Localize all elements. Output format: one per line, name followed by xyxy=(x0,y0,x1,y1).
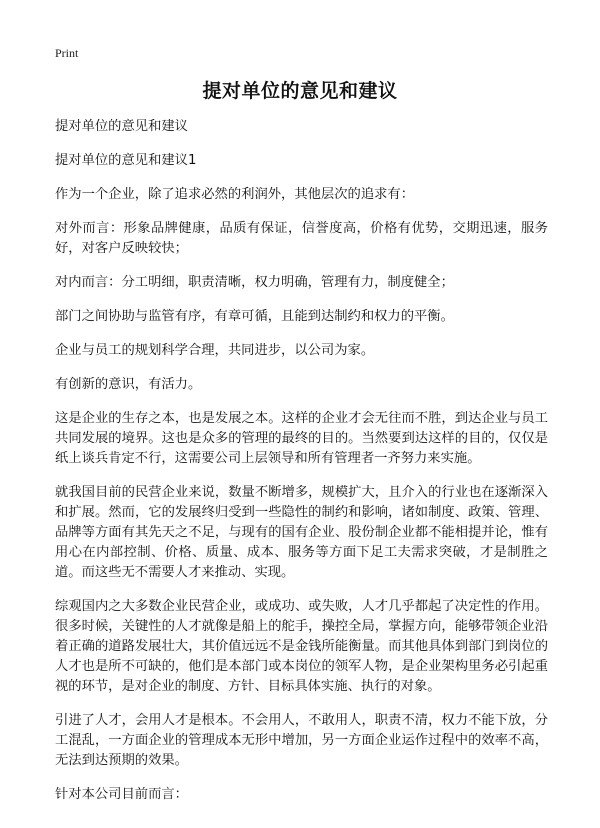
paragraph: 有创新的意识，有活力。 xyxy=(55,377,202,392)
paragraph: 部门之间协助与监管有序，有章可循，且能到达制约和权力的平衡。 xyxy=(55,309,454,324)
paragraph-section-heading: 提对单位的意见和建议1 xyxy=(55,153,197,168)
document-body xyxy=(55,117,548,819)
print-link[interactable]: Print xyxy=(55,46,79,60)
paragraph-subtitle: 提对单位的意见和建议 xyxy=(55,119,188,134)
paragraph: 综观国内之大多数企业民营企业，或成功、或失败，人才几乎都起了决定性的作用。很多时候，关键性的人才就像是船上的舵手，操控全局，掌握方向，能够带领企业沿着正确的道路发展壮大，其价值远远不是金钱所能衡量。而其他具体到部门到岗位的人才也是所不可缺的，他们是本部门或本岗位的领军人物，是企业架构里务必引起重视的环节，是对企业的制度、方针、目标具体实施、执行的对象。 xyxy=(55,599,548,694)
paragraph: 作为一个企业，除了追求必然的利润外，其他层次的追求有： xyxy=(55,187,415,202)
paragraph: 针对本公司目前而言： xyxy=(55,787,188,802)
document-title: 提对单位的意见和建议 xyxy=(202,80,398,102)
paragraph: 引进了人才，会用人才是根本。不会用人，不敢用人，职责不清，权力不能下放，分工混乱，一方面企业的管理成本无形中增加，另一方面企业运作过程中的效率不高，无法到达预期的效果。 xyxy=(55,713,548,768)
paragraph: 对外而言：形象品牌健康，品质有保证，信誉度高，价格有优势，交期迅速，服务好，对客户反映较快； xyxy=(55,221,548,256)
paragraph: 就我国目前的民营企业来说，数量不断增多，规模扩大，且介入的行业也在逐渐深入和扩展。然而，它的发展终归受到一些隐性的制约和影响，诸如制度、政策、管理、品牌等方面有其先天之不足，与现有的国有企业、股份制企业都不能相提并论，惟有用心在内部控制、价格、质量、成本、服务等方面下足工夫需求突破，才是制胜之道。而这些无不需要人才来推动、实现。 xyxy=(55,485,548,580)
paragraph: 对内而言：分工明细，职责清晰，权力明确，管理有力，制度健全； xyxy=(55,275,454,290)
paragraph: 企业与员工的规划科学合理，共同进步，以公司为家。 xyxy=(55,343,375,358)
paragraph: 这是企业的生存之本，也是发展之本。这样的企业才会无往而不胜，到达企业与员工共同发展的境界。这也是众多的管理的最终的目的。当然要到达这样的目的，仅仅是纸上谈兵肯定不行，这需要公司上层领导和所有管理者一齐努力来实施。 xyxy=(55,411,548,466)
